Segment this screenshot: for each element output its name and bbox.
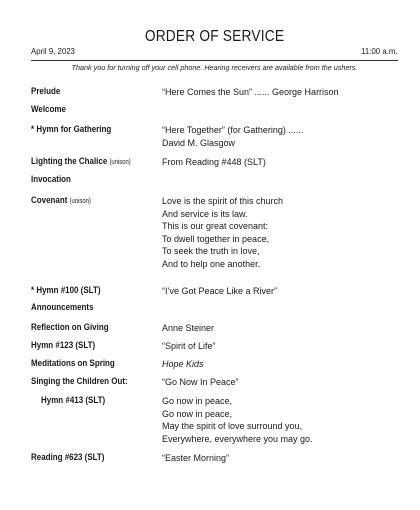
- item-label: Reading #623 (SLT): [31, 452, 105, 463]
- item-label: * Hymn for Gathering: [31, 124, 112, 135]
- content-line: “Go Now In Peace”: [162, 377, 239, 387]
- content-line: “I’ve Got Peace Like a River”: [162, 286, 278, 296]
- service-date: April 9, 2023: [31, 46, 75, 56]
- content-line: Hope Kids: [162, 359, 204, 369]
- item-label: * Hymn #100 (SLT): [31, 285, 101, 296]
- item-label: Prelude: [31, 86, 61, 97]
- usher-notice: Thank you for turning off your cell phone. Hearing receivers are available from the ushers.: [71, 63, 358, 72]
- item-content: [162, 195, 283, 271]
- content-line: Anne Steiner: [162, 323, 215, 333]
- item-content: [162, 156, 266, 169]
- item-label: Covenant (unison): [31, 195, 91, 206]
- item-label: Invocation: [31, 174, 71, 185]
- content-line: This is our great covenant:: [162, 221, 269, 232]
- content-line: “Here Comes the Sun” ...... George Harrison: [162, 87, 339, 97]
- item-label: Hymn #413 (SLT): [41, 395, 106, 406]
- item-label: Announcements: [31, 302, 94, 313]
- item-label: Reflection on Giving: [31, 322, 109, 333]
- content-line: “Here Together” (for Gathering) ......: [162, 125, 304, 135]
- item-content: [162, 358, 204, 371]
- item-content: [162, 285, 277, 298]
- item-content: [162, 322, 214, 335]
- content-line: “Easter Morning”: [162, 453, 230, 463]
- item-note: (unison): [109, 159, 131, 166]
- content-line: Go now in peace,: [162, 408, 233, 419]
- item-content: [162, 124, 303, 149]
- content-line: David M. Glasgow: [162, 137, 236, 148]
- item-content: [162, 340, 216, 353]
- content-line: And to help one another.: [162, 258, 261, 269]
- header-divider: [31, 60, 398, 61]
- page-title: ORDER OF SERVICE: [144, 28, 285, 45]
- page-header: [31, 28, 398, 60]
- content-line: Love is the spirit of this church: [162, 196, 284, 206]
- content-line: May the spirit of love surround you,: [162, 421, 303, 432]
- item-content: [162, 395, 313, 445]
- content-line: “Spirit of Life”: [162, 341, 216, 351]
- content-line: To dwell together in peace,: [162, 233, 270, 244]
- content-line: And service is its law.: [162, 208, 248, 219]
- item-label: Singing the Children Out:: [31, 376, 128, 387]
- item-label: Meditations on Spring: [31, 358, 115, 369]
- service-time: 11:00 a.m.: [361, 46, 398, 56]
- item-note: (unison): [69, 198, 91, 205]
- item-label: Lighting the Chalice (unison): [31, 156, 131, 167]
- item-label: Welcome: [31, 104, 66, 115]
- item-label: Hymn #123 (SLT): [31, 340, 96, 351]
- content-line: To seek the truth in love,: [162, 246, 260, 257]
- item-content: [162, 452, 229, 465]
- content-line: Go now in peace,: [162, 396, 233, 406]
- content-line: From Reading #448 (SLT): [162, 157, 266, 167]
- item-content: [162, 376, 239, 389]
- item-content: [162, 86, 339, 99]
- content-line: Everywhere, everywhere you may go.: [162, 433, 313, 444]
